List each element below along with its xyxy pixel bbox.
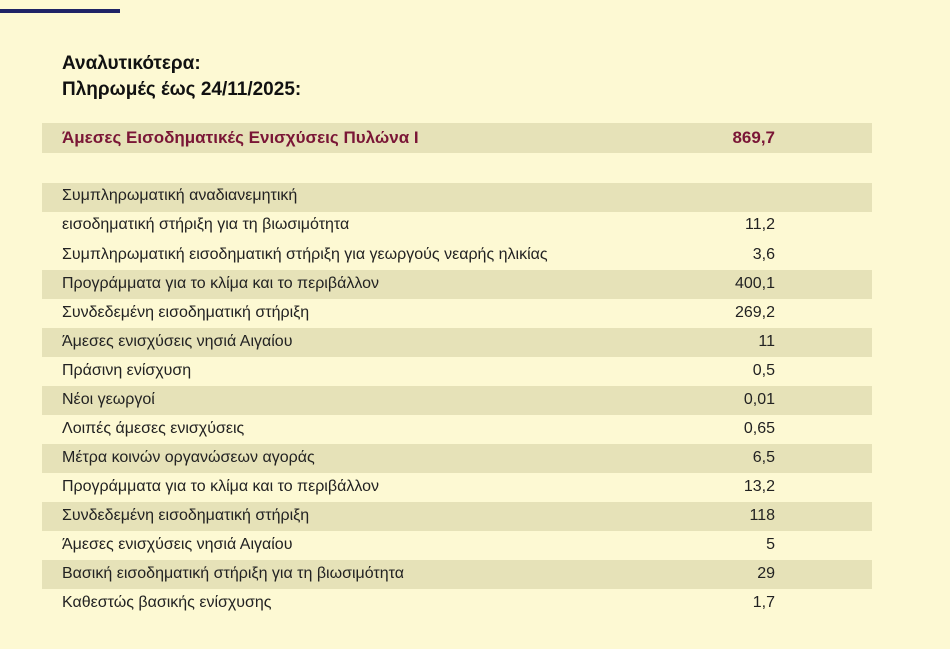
- row-value: 400,1: [734, 275, 775, 292]
- row-value: 269,2: [734, 304, 775, 321]
- table-row: [42, 328, 872, 357]
- table-row: [42, 183, 872, 241]
- table-row: [42, 444, 872, 473]
- row-label: Πράσινη ενίσχυση: [62, 362, 192, 379]
- table-row: [42, 560, 872, 589]
- table-row: [42, 299, 872, 328]
- heading-line-1: Αναλυτικότερα:: [62, 53, 201, 74]
- row-label: Συνδεδεμένη εισοδηματική στήριξη: [62, 304, 310, 321]
- row-value: 5: [766, 536, 775, 553]
- row-label: Βασική εισοδηματική στήριξη για τη βιωσιμότητα: [62, 565, 404, 582]
- row-value: 3,6: [752, 246, 775, 263]
- row-value: 29: [757, 565, 775, 582]
- table-row: [42, 531, 872, 560]
- row-value: 0,01: [743, 391, 775, 408]
- table-row: [42, 357, 872, 386]
- summary-row: [42, 123, 872, 153]
- row-value: 1,7: [752, 594, 775, 611]
- row-value: 6,5: [752, 449, 775, 466]
- row-label: Μέτρα κοινών οργανώσεων αγοράς: [62, 449, 315, 466]
- row-label: Προγράμματα για το κλίμα και το περιβάλλον: [62, 275, 379, 292]
- row-label: Νέοι γεωργοί: [62, 391, 155, 408]
- row-value: 0,65: [743, 420, 775, 437]
- row-label-line-1: Συμπληρωματική αναδιανεμητική: [62, 187, 298, 204]
- heading-line-2: Πληρωμές έως 24/11/2025:: [62, 79, 302, 100]
- row-value: 11,2: [745, 216, 775, 233]
- row-value: 118: [749, 507, 775, 524]
- table-row: [42, 241, 872, 270]
- table-row: [42, 473, 872, 502]
- top-accent-rule: [0, 9, 120, 13]
- row-value: 0,5: [752, 362, 775, 379]
- table-row: [42, 270, 872, 299]
- table-row: [42, 589, 872, 618]
- table-row: [42, 415, 872, 444]
- row-label: Λοιπές άμεσες ενισχύσεις: [62, 420, 245, 437]
- payments-table: [42, 183, 872, 618]
- summary-label: Άμεσες Εισοδηματικές Ενισχύσεις Πυλώνα Ι: [62, 128, 419, 147]
- row-value: 11: [758, 333, 775, 350]
- row-label: Άμεσες ενισχύσεις νησιά Αιγαίου: [62, 536, 293, 553]
- table-row: [42, 502, 872, 531]
- section-heading: [62, 51, 301, 103]
- row-label-line-2: εισοδηματική στήριξη για τη βιωσιμότητα: [62, 216, 350, 233]
- row-value: 13,2: [743, 478, 775, 495]
- row-label: Συνδεδεμένη εισοδηματική στήριξη: [62, 507, 310, 524]
- row-label: Καθεστώς βασικής ενίσχυσης: [62, 594, 272, 611]
- summary-value: 869,7: [732, 128, 775, 147]
- row-label: Συμπληρωματική εισοδηματική στήριξη για γεωργούς νεαρής ηλικίας: [62, 246, 548, 263]
- row-label: Προγράμματα για το κλίμα και το περιβάλλον: [62, 478, 379, 495]
- row-label: Άμεσες ενισχύσεις νησιά Αιγαίου: [62, 333, 293, 350]
- table-row: [42, 386, 872, 415]
